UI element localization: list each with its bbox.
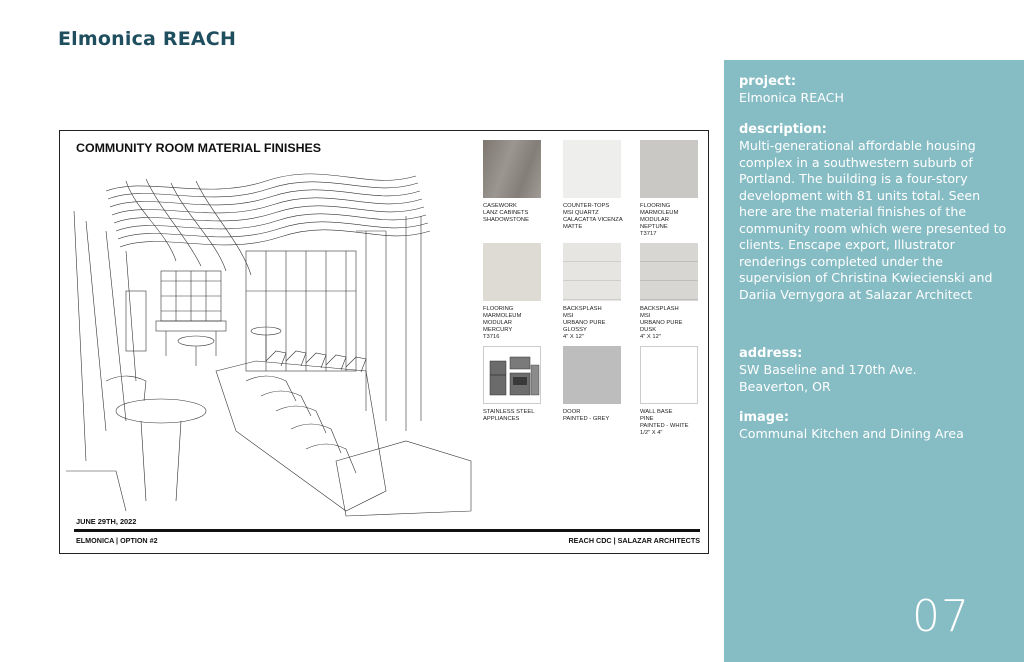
project-section	[739, 74, 1011, 107]
ceiling-slats	[106, 174, 430, 275]
image-label: image:	[739, 410, 790, 425]
board-date: JUNE 29TH, 2022	[76, 517, 137, 526]
swatch-appliances	[483, 346, 541, 404]
image-value: Communal Kitchen and Dining Area	[739, 426, 964, 441]
board-footer-left: ELMONICA | OPTION #2	[76, 536, 158, 545]
swatch-label-door: DOOR PAINTED - GREY	[563, 409, 610, 422]
description-section	[739, 122, 1011, 303]
swatch-label-backsplash-dusk: BACKSPLASH MSI URBANO PURE DUSK 4" X 12"	[640, 306, 683, 340]
address-section	[739, 346, 1011, 395]
board-title: COMMUNITY ROOM MATERIAL FINISHES	[76, 141, 322, 155]
swatch-door	[563, 346, 621, 404]
swatch-wall-base	[640, 346, 698, 404]
swatch-label-countertops: COUNTER-TOPS MSI QUARTZ CALACATTA VICENZA MATTE	[563, 203, 623, 230]
page-number: 07	[912, 591, 970, 642]
address-value: SW Baseline and 170th Ave. Beaverton, OR	[739, 362, 917, 394]
appliances-icon	[484, 347, 540, 403]
swatch-label-casework: CASEWORK LANZ CABINETS SHADOWSTONE	[483, 203, 529, 223]
address-label: address:	[739, 346, 803, 361]
page-title: Elmonica REACH	[58, 28, 237, 50]
windows	[246, 216, 421, 431]
swatch-casework	[483, 140, 541, 198]
board-footer-right: REACH CDC | SALAZAR ARCHITECTS	[568, 536, 700, 545]
project-label: project:	[739, 74, 797, 89]
info-sidebar	[724, 60, 1024, 662]
swatch-flooring-mercury	[483, 243, 541, 301]
project-value: Elmonica REACH	[739, 90, 844, 105]
swatch-label-wall-base: WALL BASE PINE PAINTED - WHITE 1/2" X 4"	[640, 409, 689, 436]
swatch-label-flooring-mercury: FLOORING MARMOLEUM MODULAR MERCURY T3716	[483, 306, 522, 340]
material-board	[59, 130, 709, 554]
description-label: description:	[739, 122, 827, 137]
swatch-label-backsplash-glossy: BACKSPLASH MSI URBANO PURE GLOSSY 4" X 12"	[563, 306, 606, 340]
swatch-label-flooring-neptune: FLOORING MARMOLEUM MODULAR NEPTUNE T3717	[640, 203, 679, 237]
furniture	[66, 321, 471, 516]
swatch-backsplash-dusk	[640, 243, 698, 301]
swatch-label-appliances: STAINLESS STEEL APPLIANCES	[483, 409, 535, 422]
board-divider	[74, 529, 700, 532]
image-section	[739, 410, 1011, 443]
swatch-backsplash-glossy	[563, 243, 621, 301]
description-value: Multi-generational affordable housing complex in a southwestern suburb of Portland. The building is a four-story development with 81 units total. Seen here are the material finishes of the community room which were presented to clients. Enscape export, Illustrator renderings completed under the supervision of Christina Kwiecienski and Dariia Vernygora at Salazar Architect	[739, 138, 1007, 302]
interior-sketch-illustration	[66, 171, 474, 521]
swatch-flooring-neptune	[640, 140, 698, 198]
swatch-countertops	[563, 140, 621, 198]
